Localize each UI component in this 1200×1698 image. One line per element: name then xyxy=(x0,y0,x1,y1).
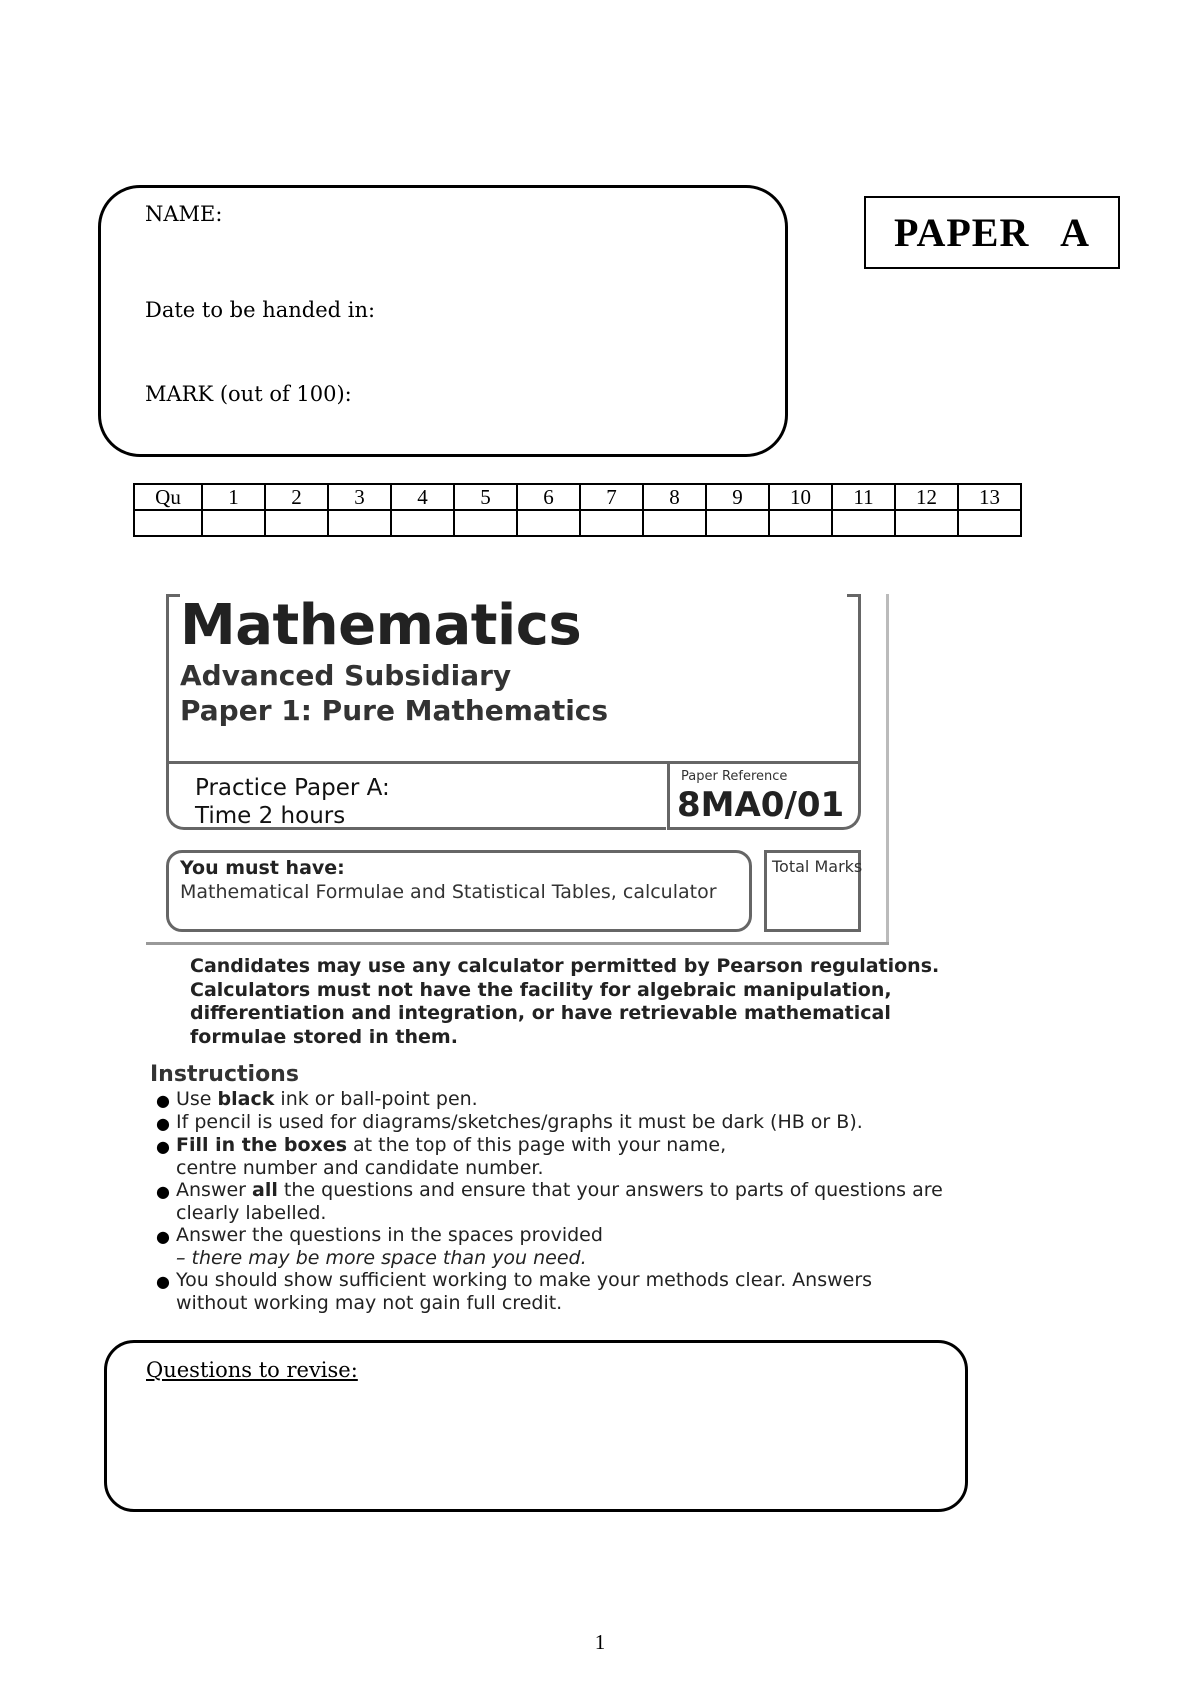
table-header-cell: 10 xyxy=(769,484,832,510)
instruction-item: Fill in the boxes at the top of this page with your name, xyxy=(176,1134,727,1156)
table-mark-cell[interactable] xyxy=(643,510,706,536)
table-header-cell: 8 xyxy=(643,484,706,510)
bullet-icon: ● xyxy=(156,1227,170,1246)
questions-to-revise-label: Questions to revise: xyxy=(146,1358,358,1382)
instruction-item-continued: without working may not gain full credit. xyxy=(176,1292,563,1314)
mark-label: MARK (out of 100): xyxy=(145,382,352,406)
time-allowed: Time 2 hours xyxy=(195,803,346,829)
bullet-icon: ● xyxy=(156,1091,170,1110)
candidates-line: formulae stored in them. xyxy=(190,1026,458,1048)
total-marks-label: Total Marks xyxy=(772,857,863,876)
table-mark-cell[interactable] xyxy=(391,510,454,536)
bullet-icon: ● xyxy=(156,1114,170,1133)
student-info-box xyxy=(98,185,788,457)
table-header-cell: 5 xyxy=(454,484,517,510)
must-have-label: You must have: xyxy=(180,857,345,879)
table-mark-cell[interactable] xyxy=(328,510,391,536)
table-header-row xyxy=(134,484,1021,510)
table-mark-cell[interactable] xyxy=(134,510,202,536)
table-header-cell: 6 xyxy=(517,484,580,510)
table-mark-cell[interactable] xyxy=(202,510,265,536)
practice-paper-label: Practice Paper A: xyxy=(195,775,390,801)
bullet-icon: ● xyxy=(156,1272,170,1291)
question-marks-table xyxy=(133,483,1022,537)
date-handed-in-label: Date to be handed in: xyxy=(145,298,376,322)
candidates-line: differentiation and integration, or have retrievable mathematical xyxy=(190,1002,891,1024)
paper-label: PAPER A xyxy=(893,210,1091,255)
cover-subtitle-level: Advanced Subsidiary xyxy=(180,659,512,692)
instruction-item: Answer the questions in the spaces provided xyxy=(176,1224,603,1246)
bullet-icon: ● xyxy=(156,1182,170,1201)
table-header-cell: 3 xyxy=(328,484,391,510)
table-mark-cell[interactable] xyxy=(454,510,517,536)
table-mark-cell[interactable] xyxy=(769,510,832,536)
paper-label-box xyxy=(864,196,1120,269)
instruction-item-continued: – there may be more space than you need. xyxy=(176,1247,587,1269)
instruction-item: Use black ink or ball-point pen. xyxy=(176,1088,478,1110)
table-header-cell: 4 xyxy=(391,484,454,510)
instruction-item: If pencil is used for diagrams/sketches/graphs it must be dark (HB or B). xyxy=(176,1111,863,1133)
table-header-cell: Qu xyxy=(134,484,202,510)
table-marks-row xyxy=(134,510,1021,536)
table-mark-cell[interactable] xyxy=(832,510,895,536)
instruction-item: Answer all the questions and ensure that your answers to parts of questions are xyxy=(176,1179,943,1201)
table-mark-cell[interactable] xyxy=(517,510,580,536)
paper-reference-code: 8MA0/01 xyxy=(677,785,845,825)
cover-edge-shadow xyxy=(886,594,889,945)
name-label: NAME: xyxy=(145,202,223,226)
table-mark-cell[interactable] xyxy=(706,510,769,536)
instruction-item: You should show sufficient working to make your methods clear. Answers xyxy=(176,1269,873,1291)
table-header-cell: 11 xyxy=(832,484,895,510)
must-have-text: Mathematical Formulae and Statistical Tables, calculator xyxy=(180,881,717,903)
table-header-cell: 12 xyxy=(895,484,958,510)
candidates-line: Calculators must not have the facility for algebraic manipulation, xyxy=(190,979,892,1001)
instruction-item-continued: clearly labelled. xyxy=(176,1202,327,1224)
instructions-title: Instructions xyxy=(150,1062,299,1087)
cover-base-line xyxy=(146,942,889,945)
table-header-cell: 13 xyxy=(958,484,1021,510)
cover-title: Mathematics xyxy=(180,593,582,658)
table-mark-cell[interactable] xyxy=(958,510,1021,536)
cover-subtitle-paper: Paper 1: Pure Mathematics xyxy=(180,694,609,727)
paper-reference-label: Paper Reference xyxy=(681,769,788,784)
candidates-line: Candidates may use any calculator permitted by Pearson regulations. xyxy=(190,955,940,977)
table-header-cell: 7 xyxy=(580,484,643,510)
page-number: 1 xyxy=(594,1630,606,1654)
bullet-icon: ● xyxy=(156,1137,170,1156)
table-header-cell: 2 xyxy=(265,484,328,510)
table-mark-cell[interactable] xyxy=(265,510,328,536)
table-mark-cell[interactable] xyxy=(895,510,958,536)
table-header-cell: 1 xyxy=(202,484,265,510)
table-header-cell: 9 xyxy=(706,484,769,510)
instruction-item-continued: centre number and candidate number. xyxy=(176,1157,544,1179)
table-mark-cell[interactable] xyxy=(580,510,643,536)
